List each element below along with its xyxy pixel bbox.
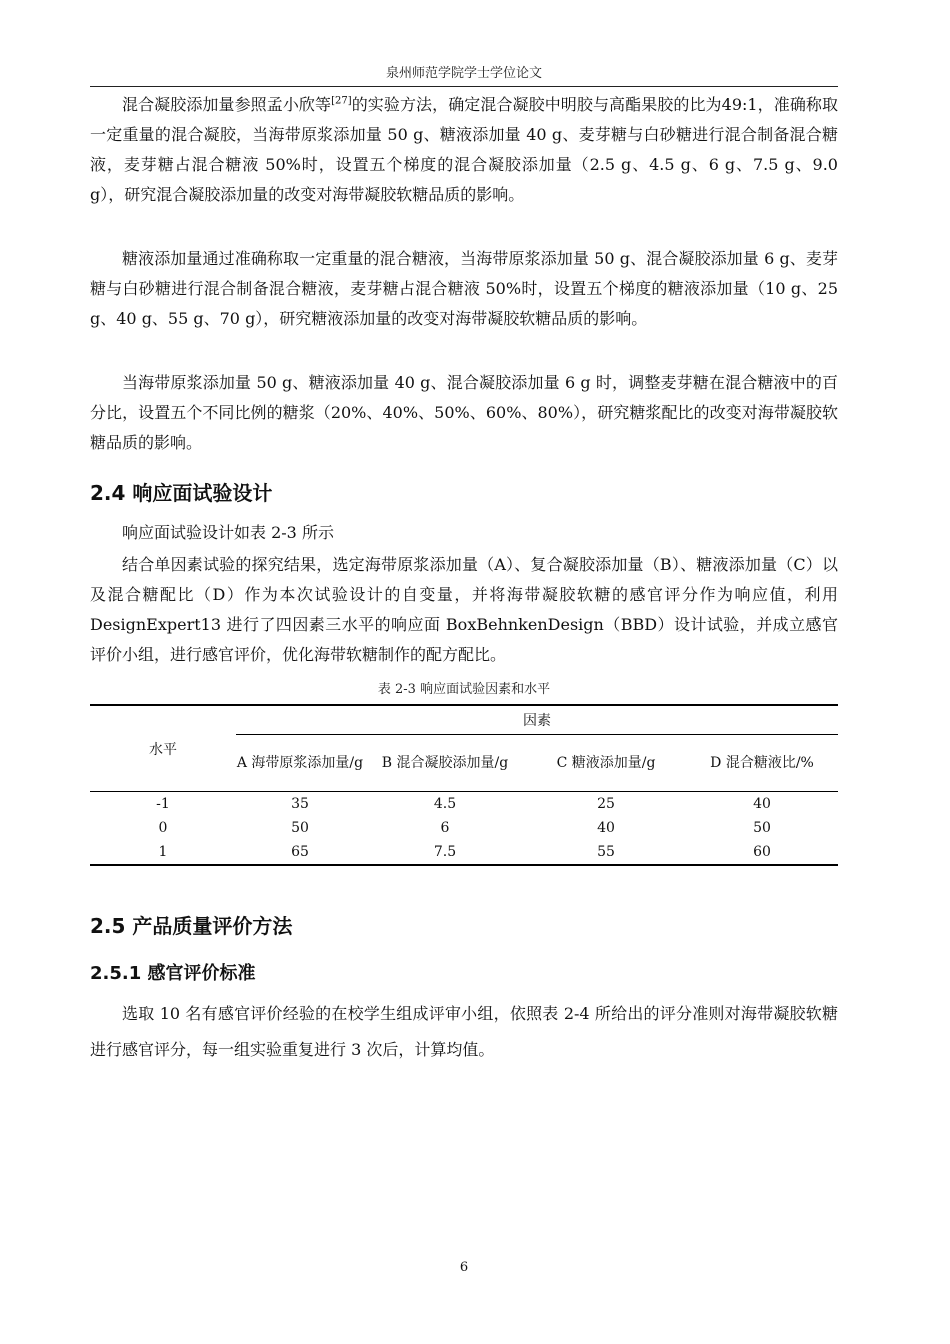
table-row	[90, 792, 838, 817]
table-cell: 50	[291, 820, 309, 836]
table-cell: 1	[90, 840, 236, 865]
column-header-c: C 糖液添加量/g	[526, 735, 686, 792]
column-header-b: B 混合凝胶添加量/g	[364, 735, 526, 792]
table-caption: 表 2-3 响应面试验因素和水平	[377, 682, 551, 697]
table-cell: 25	[597, 796, 615, 812]
paragraph-rsm-design: 结合单因素试验的探究结果，选定海带原浆添加量（A）、复合凝胶添加量（B）、糖液添加量（C）以及混合糖配比（D）作为本次试验设计的自变量，并将海带凝胶软糖的感官评分作为响应值，利用 DesignExpert13 进行了四因素三水平的响应面 BoxBehnkenDesign（BBD）设计试验，并成立感官评价小组，进行感官评价，优化海带软糖制作的配方配比。	[90, 555, 838, 664]
paragraph-sensory-eval: 选取 10 名有感官评价经验的在校学生组成评审小组，依照表 2-4 所给出的评分准则对海带凝胶软糖进行感官评分，每一组实验重复进行 3 次后，计算均值。	[90, 1004, 838, 1059]
table-cell: 7.5	[364, 840, 526, 865]
table-cell: 60	[686, 840, 838, 865]
column-header-d: D 混合糖液比/%	[686, 735, 838, 792]
table-cell: 50	[753, 820, 771, 836]
section-heading-2-4: 2.4 响应面试验设计	[90, 481, 273, 505]
paragraph-rsm-intro: 响应面试验设计如表 2-3 所示	[122, 523, 334, 542]
citation-ref: [27]	[331, 95, 352, 107]
running-header: 泉州师范学院学士学位论文	[385, 66, 542, 81]
section-heading-2-5-1: 2.5.1 感官评价标准	[90, 963, 256, 984]
column-header-a: A 海带原浆添加量/g	[236, 735, 364, 792]
table-row	[90, 816, 838, 840]
header-rule	[90, 86, 838, 87]
paragraph-gel-amount-pre: 混合凝胶添加量参照孟小欣等	[122, 95, 332, 114]
table-row	[90, 840, 838, 865]
table-cell: 40	[753, 796, 771, 812]
factor-header: 因素	[236, 705, 838, 735]
table-cell: -1	[156, 796, 170, 812]
paragraph-gel-amount-post: 的实验方法，确定混合凝胶中明胶与高酯果胶的比为49:1，准确称取一定重量的混合凝胶，当海带原浆添加量 50 g、糖液添加量 40 g、麦芽糖与白砂糖进行混合制备混合糖液，麦芽糖占混合糖液 50%时，设置五个梯度的混合凝胶添加量（2.5 g、4.5 g、6 g、7.5 g、9.0 g），研究混合凝胶添加量的改变对海带凝胶软糖品质的影响。	[90, 95, 838, 204]
table-cell: 0	[158, 820, 168, 836]
page-number: 6	[459, 1260, 469, 1275]
table-cell: 55	[526, 840, 686, 865]
section-heading-2-5: 2.5 产品质量评价方法	[90, 914, 293, 938]
table-cell: 65	[236, 840, 364, 865]
table-cell: 40	[597, 820, 615, 836]
paragraph-syrup-amount: 糖液添加量通过准确称取一定重量的混合糖液，当海带原浆添加量 50 g、混合凝胶添加量 6 g、麦芽糖与白砂糖进行混合制备混合糖液，麦芽糖占混合糖液 50%时，设置五个梯度的糖液添加量（10 g、25 g、40 g、55 g、70 g），研究糖液添加量的改变对海带凝胶软糖品质的影响。	[90, 249, 838, 328]
table-cell: 6	[440, 820, 450, 836]
paragraph-gel-amount	[90, 90, 838, 210]
table-cell: 35	[291, 796, 309, 812]
level-header: 水平	[90, 705, 236, 792]
table-cell: 4.5	[433, 796, 457, 812]
factor-level-table	[90, 704, 838, 866]
paragraph-syrup-ratio: 当海带原浆添加量 50 g、糖液添加量 40 g、混合凝胶添加量 6 g 时，调整麦芽糖在混合糖液中的百分比，设置五个不同比例的糖浆（20%、40%、50%、60%、80%），研究糖浆配比的改变对海带凝胶软糖品质的影响。	[90, 373, 838, 452]
